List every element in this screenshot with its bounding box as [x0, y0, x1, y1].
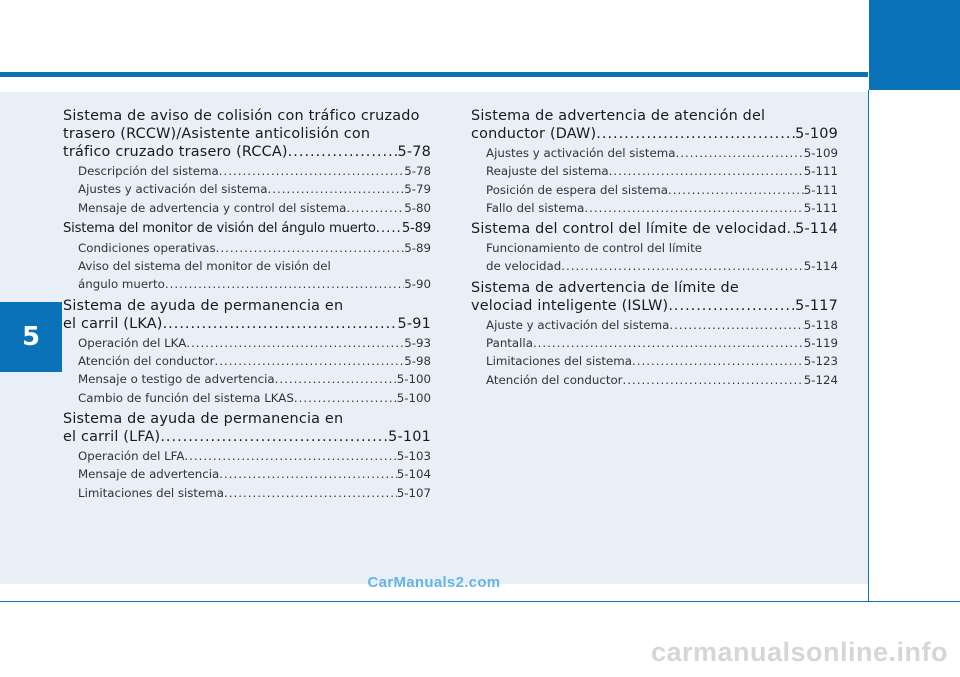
toc-entry[interactable] — [78, 239, 431, 257]
section-link[interactable] — [63, 315, 431, 333]
section-link[interactable] — [471, 220, 838, 238]
leader-dots — [533, 334, 804, 352]
entry-page: 5-111 — [803, 182, 838, 197]
subsection-list — [78, 239, 431, 294]
footer-site-text: carmanualsonline.info — [650, 637, 948, 667]
toc-entry[interactable] — [486, 199, 838, 217]
leader-dots — [160, 428, 388, 446]
leader-dots — [219, 162, 404, 180]
entry-page: 5-103 — [396, 448, 431, 463]
toc-entry[interactable] — [78, 352, 431, 370]
toc-section — [63, 297, 431, 407]
section-page: 5-78 — [397, 144, 431, 160]
subsection-list — [78, 447, 431, 502]
section-title: el carril (LFA) — [63, 428, 161, 445]
section-page: 5-109 — [795, 126, 838, 142]
section-title: Sistema del monitor de visión del ángulo muerto — [63, 220, 376, 236]
section-link[interactable] — [63, 220, 431, 238]
entry-title: Descripción del sistema — [78, 164, 219, 178]
leader-dots — [609, 162, 804, 180]
section-title-line: Sistema de advertencia de límite de — [471, 279, 739, 296]
entry-page: 5-104 — [396, 467, 431, 482]
entry-page: 5-80 — [404, 200, 431, 215]
section-page: 5-117 — [795, 297, 838, 314]
leader-dots — [561, 257, 804, 275]
section-title: Sistema del control del límite de velocidad — [471, 221, 787, 238]
leader-dots — [224, 484, 397, 502]
toc-section — [471, 107, 838, 217]
subsection-list — [78, 162, 431, 217]
entry-page: 5-90 — [404, 277, 431, 292]
entry-title: Limitaciones del sistema — [486, 354, 633, 369]
toc-entry[interactable] — [78, 484, 431, 502]
leader-dots — [184, 447, 396, 465]
section-title-line: Sistema de ayuda de permanencia en — [63, 297, 344, 314]
toc-entry[interactable] — [78, 370, 431, 388]
entry-title: Ajuste y activación del sistema — [486, 317, 670, 332]
entry-title: ángulo muerto — [78, 277, 165, 292]
leader-dots — [275, 370, 397, 388]
leader-dots — [596, 125, 795, 143]
entry-title: Fallo del sistema — [486, 200, 585, 215]
entry-title: Condiciones operativas — [78, 240, 216, 255]
toc-column-left — [63, 107, 431, 505]
chapter-number: 5 — [21, 322, 41, 352]
toc-entry[interactable] — [486, 334, 838, 352]
corner-accent-block — [869, 0, 960, 90]
section-title: velociad inteligente (ISLW) — [471, 297, 669, 314]
header-rule — [0, 72, 868, 77]
section-link[interactable] — [471, 125, 838, 143]
leader-dots — [163, 315, 398, 333]
section-title-line: Sistema de advertencia de atención del — [471, 108, 766, 124]
entry-page: 5-109 — [803, 146, 838, 160]
leader-dots — [215, 352, 405, 370]
entry-page: 5-118 — [803, 317, 838, 332]
toc-entry[interactable] — [486, 371, 838, 389]
entry-page: 5-111 — [803, 200, 838, 215]
subsection-list — [486, 144, 838, 217]
chapter-tab[interactable] — [0, 302, 62, 372]
section-link[interactable] — [63, 143, 431, 161]
toc-entry[interactable] — [78, 162, 431, 180]
toc-section — [63, 410, 431, 502]
leader-dots — [632, 352, 804, 370]
entry-title: Operación del LFA — [78, 448, 185, 463]
subsection-list — [486, 316, 838, 389]
toc-entry[interactable] — [78, 465, 431, 483]
toc-entry[interactable] — [486, 316, 838, 334]
toc-entry[interactable] — [78, 275, 431, 293]
toc-entry[interactable] — [486, 352, 838, 370]
leader-dots — [288, 143, 398, 161]
leader-dots — [165, 275, 404, 293]
section-title-line: Sistema de aviso de colisión con tráfico cruzado — [63, 108, 420, 124]
toc-entry[interactable] — [78, 447, 431, 465]
section-page: 5-114 — [795, 221, 838, 238]
toc-entry[interactable] — [486, 162, 838, 180]
leader-dots — [675, 144, 803, 162]
section-title-line: Sistema de ayuda de permanencia en — [63, 410, 344, 427]
entry-page: 5-100 — [396, 390, 431, 405]
section-link[interactable] — [471, 297, 838, 315]
footer-rule — [0, 601, 960, 602]
entry-title: Cambio de función del sistema LKAS — [78, 390, 294, 405]
entry-title: Reajuste del sistema — [486, 164, 609, 179]
toc-entry[interactable] — [78, 180, 431, 198]
leader-dots — [219, 465, 396, 483]
entry-page: 5-98 — [404, 354, 431, 369]
entry-page: 5-119 — [803, 336, 838, 351]
entry-page: 5-114 — [803, 259, 838, 274]
toc-entry[interactable] — [486, 181, 838, 199]
entry-title: Atención del conductor — [78, 354, 215, 369]
section-title: tráfico cruzado trasero (RCCA) — [63, 144, 288, 160]
leader-dots — [267, 180, 404, 198]
toc-section — [471, 220, 838, 276]
entry-page: 5-78 — [404, 164, 431, 178]
entry-page: 5-79 — [404, 182, 431, 197]
toc-section — [63, 107, 431, 217]
entry-title: de velocidad — [486, 259, 562, 274]
entry-title: Posición de espera del sistema — [486, 182, 668, 197]
leader-dots — [294, 389, 397, 407]
toc-entry[interactable] — [486, 257, 838, 275]
entry-title: Mensaje de advertencia — [78, 467, 220, 482]
entry-title: Pantalla — [486, 336, 533, 351]
entry-title: Atención del conductor — [486, 372, 623, 387]
toc-entry[interactable] — [486, 144, 838, 162]
margin-rule — [868, 90, 869, 602]
entry-page: 5-107 — [396, 485, 431, 500]
entry-title: Limitaciones del sistema — [78, 485, 225, 500]
section-title: el carril (LKA) — [63, 315, 163, 332]
leader-dots — [669, 316, 803, 334]
entry-title: Mensaje de advertencia y control del sistema — [78, 200, 347, 215]
leader-dots — [668, 297, 795, 315]
leader-dots — [186, 334, 404, 352]
entry-page: 5-100 — [396, 372, 431, 387]
entry-title: Ajustes y activación del sistema — [486, 146, 676, 160]
leader-dots — [668, 181, 804, 199]
leader-dots — [584, 199, 803, 217]
entry-title: Mensaje o testigo de advertencia — [78, 372, 275, 387]
section-title: conductor (DAW) — [471, 126, 597, 142]
toc-entry[interactable] — [78, 199, 431, 217]
section-page: 5-91 — [397, 315, 431, 332]
subsection-list — [78, 334, 431, 407]
toc-entry[interactable] — [78, 389, 431, 407]
toc-section — [471, 279, 838, 389]
subsection-list — [486, 239, 838, 276]
entry-page: 5-123 — [803, 354, 838, 369]
entry-title-line: Funcionamiento de control del límite — [486, 241, 702, 256]
entry-page: 5-111 — [803, 164, 838, 179]
leader-dots — [376, 220, 402, 238]
leader-dots — [216, 239, 405, 257]
section-page: 5-89 — [401, 220, 431, 236]
entry-page: 5-93 — [404, 335, 431, 350]
section-link[interactable] — [63, 428, 431, 446]
entry-title-line: Aviso del sistema del monitor de visión del — [78, 259, 331, 274]
leader-dots — [346, 199, 404, 217]
leader-dots — [623, 371, 804, 389]
leader-dots — [787, 220, 796, 238]
toc-column-right — [471, 107, 838, 392]
entry-title: Operación del LKA — [78, 335, 187, 350]
entry-title: Ajustes y activación del sistema — [78, 182, 268, 197]
section-page: 5-101 — [388, 428, 431, 445]
toc-entry[interactable] — [78, 334, 431, 352]
section-title-line: trasero (RCCW)/Asistente anticolisión con — [63, 126, 371, 142]
toc-section — [63, 220, 431, 294]
watermark-text: CarManuals2.com — [367, 574, 501, 591]
entry-page: 5-124 — [803, 372, 838, 387]
entry-page: 5-89 — [404, 240, 431, 255]
